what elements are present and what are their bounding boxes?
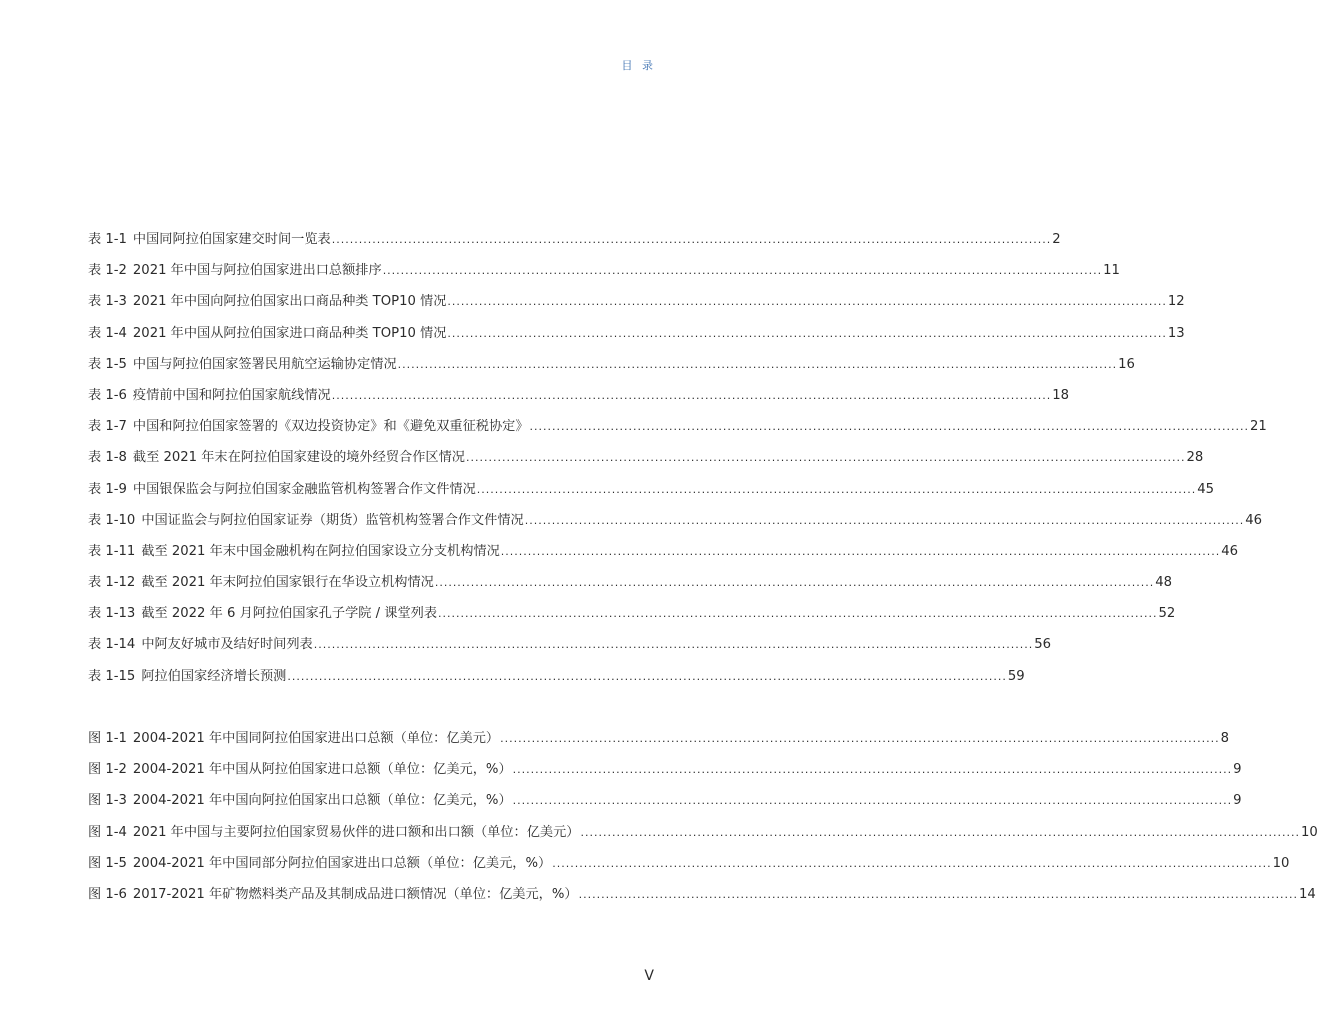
entry-title: 中国证监会与阿拉伯国家证券（期货）监管机构签署合作文件情况 — [141, 512, 524, 528]
dot-leader — [447, 292, 1166, 312]
page-number: V — [644, 968, 654, 984]
entry-page: 21 — [1250, 419, 1267, 435]
entry-title: 2004-2021 年中国从阿拉伯国家进口总额（单位：亿美元，%） — [132, 762, 512, 778]
dot-leader — [332, 386, 1051, 406]
entry-title: 中国和阿拉伯国家签署的《双边投资协定》和《避免双重征税协定》 — [132, 419, 529, 435]
dot-leader — [477, 480, 1196, 500]
entry-title: 疫情前中国和阿拉伯国家航线情况 — [132, 387, 331, 403]
dot-leader — [579, 885, 1298, 905]
toc-entry[interactable] — [88, 667, 1025, 698]
entry-label: 表 1-9 — [88, 481, 127, 497]
entry-title: 中国同阿拉伯国家建交时间一览表 — [132, 232, 331, 247]
entry-title: 截至 2021 年末阿拉伯国家银行在华设立机构情况 — [141, 575, 434, 591]
dot-leader — [287, 667, 1006, 687]
entry-label: 表 1-14 — [88, 637, 136, 653]
table-list — [88, 230, 1267, 698]
dot-leader — [383, 261, 1102, 281]
entry-label: 表 1-6 — [88, 387, 127, 403]
dot-leader — [398, 355, 1117, 375]
dot-leader — [435, 573, 1154, 593]
toc-entry[interactable] — [88, 823, 1318, 854]
toc-entry[interactable] — [88, 292, 1185, 323]
entry-title: 2021 年中国与主要阿拉伯国家贸易伙伴的进口额和出口额（单位：亿美元） — [132, 824, 580, 840]
entry-label: 表 1-11 — [88, 543, 136, 559]
dot-leader — [581, 823, 1300, 843]
entry-title: 中国与阿拉伯国家签署民用航空运输协定情况 — [132, 356, 397, 372]
toc-entry[interactable] — [88, 760, 1242, 791]
toc-entry[interactable] — [88, 417, 1267, 448]
toc-entry[interactable] — [88, 480, 1215, 511]
toc-entry[interactable] — [88, 386, 1069, 417]
entry-label: 表 1-8 — [88, 450, 127, 466]
entry-label: 图 1-3 — [88, 793, 127, 809]
dot-leader — [314, 635, 1033, 655]
entry-page: 9 — [1233, 793, 1242, 809]
toc-entry[interactable] — [88, 604, 1176, 635]
entry-label: 图 1-1 — [88, 731, 127, 746]
toc-entry[interactable] — [88, 854, 1290, 885]
dot-leader — [438, 604, 1157, 624]
entry-title: 2004-2021 年中国向阿拉伯国家出口总额（单位：亿美元，%） — [132, 793, 512, 809]
entry-title: 中阿友好城市及结好时间列表 — [141, 637, 313, 653]
entry-page: 12 — [1167, 294, 1185, 310]
dot-leader — [500, 729, 1219, 749]
dot-leader — [513, 791, 1232, 811]
entry-page: 28 — [1186, 450, 1204, 466]
entry-page: 16 — [1118, 356, 1135, 372]
toc-entry[interactable] — [88, 324, 1185, 355]
entry-title: 截至 2022 年 6 月阿拉伯国家孔子学院 / 课堂列表 — [141, 606, 438, 622]
entry-page: 52 — [1158, 606, 1176, 622]
toc-entry[interactable] — [88, 885, 1316, 916]
entry-label: 表 1-4 — [88, 325, 127, 341]
toc-header: 目 录 — [621, 59, 656, 72]
entry-page: 11 — [1103, 263, 1120, 279]
entry-label: 图 1-6 — [88, 886, 127, 902]
entry-label: 表 1-3 — [88, 294, 127, 310]
toc-entry[interactable] — [88, 729, 1229, 760]
dot-leader — [332, 230, 1051, 250]
dot-leader — [501, 542, 1220, 562]
entry-label: 表 1-7 — [88, 419, 127, 435]
toc-entry[interactable] — [88, 511, 1262, 542]
entry-label: 图 1-5 — [88, 855, 127, 871]
entry-title: 2021 年中国与阿拉伯国家进出口总额排序 — [132, 263, 382, 279]
entry-label: 表 1-1 — [88, 232, 127, 247]
entry-page: 45 — [1197, 481, 1215, 497]
toc-entry[interactable] — [88, 230, 1061, 261]
dot-leader — [513, 760, 1232, 780]
entry-page: 10 — [1300, 824, 1318, 840]
entry-page: 46 — [1221, 543, 1238, 559]
entry-page: 46 — [1245, 512, 1262, 528]
dot-leader — [447, 324, 1166, 344]
toc-entry[interactable] — [88, 355, 1135, 386]
entry-title: 中国银保监会与阿拉伯国家金融监管机构签署合作文件情况 — [132, 481, 476, 497]
entry-title: 2004-2021 年中国同阿拉伯国家进出口总额（单位：亿美元） — [132, 731, 500, 746]
entry-page: 18 — [1052, 387, 1069, 403]
toc-entry[interactable] — [88, 791, 1242, 822]
entry-page: 9 — [1233, 762, 1242, 778]
entry-page: 14 — [1299, 886, 1316, 902]
toc-entry[interactable] — [88, 261, 1120, 292]
entry-page: 10 — [1272, 855, 1290, 871]
dot-leader — [466, 448, 1185, 468]
toc-entry[interactable] — [88, 448, 1204, 479]
dot-leader — [525, 511, 1244, 531]
entry-label: 表 1-2 — [88, 263, 127, 279]
entry-title: 截至 2021 年末中国金融机构在阿拉伯国家设立分支机构情况 — [141, 543, 500, 559]
entry-label: 表 1-10 — [88, 512, 136, 528]
entry-label: 表 1-5 — [88, 356, 127, 372]
toc-entry[interactable] — [88, 573, 1173, 604]
entry-page: 59 — [1007, 668, 1025, 684]
dot-leader — [552, 854, 1271, 874]
toc-entry[interactable] — [88, 635, 1051, 666]
entry-title: 2017-2021 年矿物燃料类产品及其制成品进口额情况（单位：亿美元，%） — [132, 886, 578, 902]
entry-title: 2004-2021 年中国同部分阿拉伯国家进出口总额（单位：亿美元，%） — [132, 855, 552, 871]
dot-leader — [530, 417, 1249, 437]
entry-label: 表 1-12 — [88, 575, 136, 591]
entry-page: 48 — [1155, 575, 1173, 591]
entry-title: 2021 年中国从阿拉伯国家进口商品种类 TOP10 情况 — [132, 325, 447, 341]
entry-label: 表 1-13 — [88, 606, 136, 622]
entry-page: 2 — [1052, 232, 1061, 247]
entry-title: 截至 2021 年末在阿拉伯国家建设的境外经贸合作区情况 — [132, 450, 465, 466]
entry-label: 表 1-15 — [88, 668, 136, 684]
figure-list — [88, 729, 1318, 916]
entry-label: 图 1-4 — [88, 824, 127, 840]
entry-label: 图 1-2 — [88, 762, 127, 778]
entry-page: 56 — [1034, 637, 1051, 653]
entry-title: 阿拉伯国家经济增长预测 — [141, 668, 287, 684]
entry-page: 13 — [1167, 325, 1185, 341]
entry-page: 8 — [1220, 731, 1229, 746]
entry-title: 2021 年中国向阿拉伯国家出口商品种类 TOP10 情况 — [132, 294, 447, 310]
toc-entry[interactable] — [88, 542, 1238, 573]
